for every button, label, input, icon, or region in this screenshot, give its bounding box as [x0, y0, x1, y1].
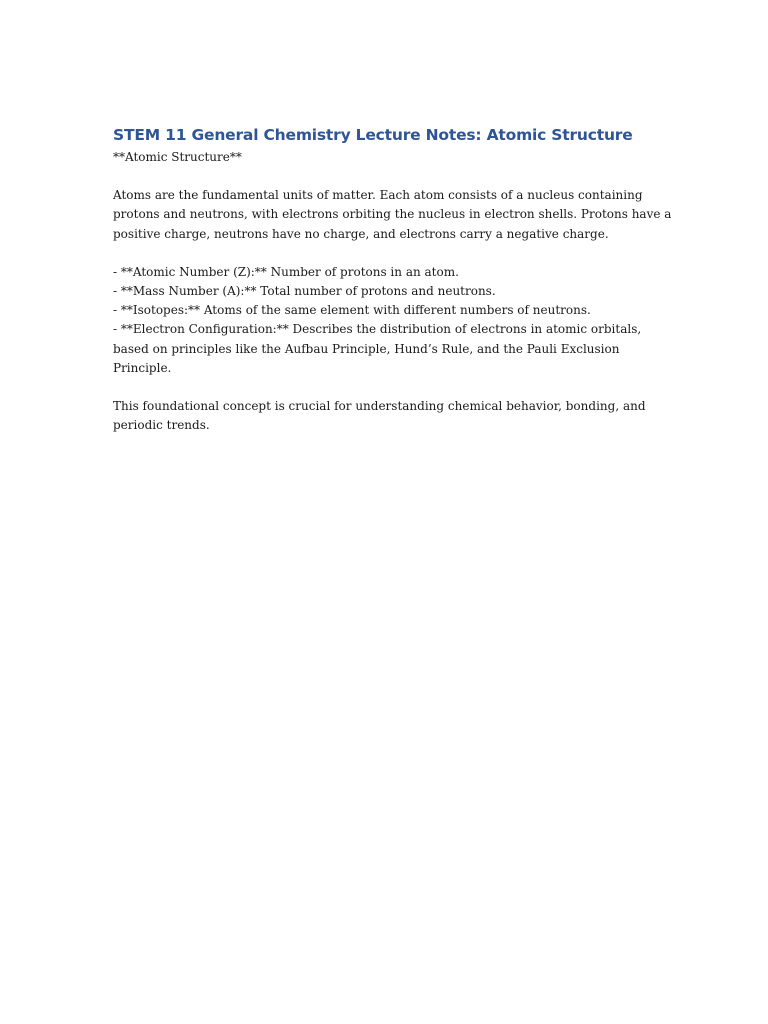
closing-paragraph: This foundational concept is crucial for understanding chemical behavior, bonding, and periodic trends.	[113, 399, 646, 433]
bullet-mass-number: - **Mass Number (A):** Total number of protons and neutrons.	[113, 284, 496, 299]
document-title: STEM 11 General Chemistry Lecture Notes: Atomic Structure	[113, 126, 633, 144]
bullet-isotopes: - **Isotopes:** Atoms of the same element with different numbers of neutrons.	[113, 303, 591, 318]
document-content	[113, 124, 673, 435]
bullet-electron-configuration: - **Electron Configuration:** Describes the distribution of electrons in atomic orbitals, based on principles like the Aufbau Principle, Hund’s Rule, and the Pauli Exclusion Principle.	[113, 322, 642, 375]
bullet-atomic-number: - **Atomic Number (Z):** Number of protons in an atom.	[113, 264, 459, 279]
intro-paragraph: Atoms are the fundamental units of matter. Each atom consists of a nucleus containing protons and neutrons, with electrons orbiting the nucleus in electron shells. Protons have a positive charge, neutrons have no charge, and electrons carry a negative charge.	[113, 188, 672, 241]
bullet-list	[113, 263, 673, 378]
section-heading: **Atomic Structure**	[113, 150, 242, 164]
